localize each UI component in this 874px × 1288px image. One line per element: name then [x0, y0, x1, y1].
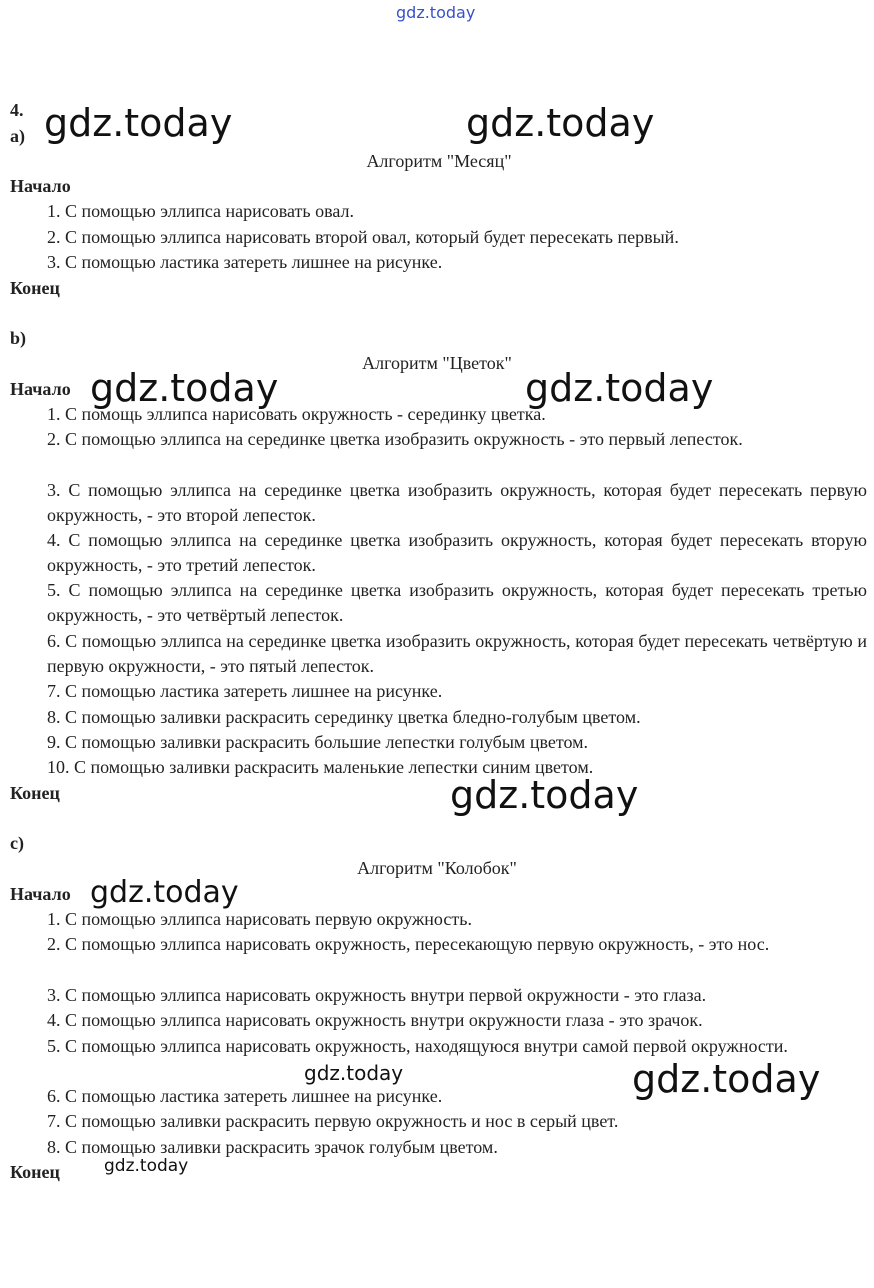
section-b-step: 3. С помощью эллипса на серединке цветка изобразить окружность, которая будет пересекать первую окружность, - это второй лепесток.	[47, 480, 867, 525]
section-c-end: Конец	[10, 1162, 60, 1182]
section-c-step: 5. С помощью эллипса нарисовать окружность, находящуюся внутри самой первой окружности.	[47, 1036, 788, 1056]
section-b-step: 4. С помощью эллипса на серединке цветка изобразить окружность, которая будет пересекать вторую окружность, - это третий лепесток.	[47, 530, 867, 575]
section-b-step: 6. С помощью эллипса на серединке цветка изобразить окружность, которая будет пересекать четвёртую и первую окружности, - это пятый лепесток.	[47, 631, 867, 676]
section-b-step: 8. С помощью заливки раскрасить серединку цветка бледно-голубым цветом.	[47, 707, 641, 727]
section-b-title: Алгоритм "Цветок"	[362, 353, 512, 373]
section-b-step: 1. С помощь эллипса нарисовать окружность - серединку цветка.	[47, 404, 546, 424]
section-c-step: 7. С помощью заливки раскрасить первую окружность и нос в серый цвет.	[47, 1111, 619, 1131]
section-a-step: 2. С помощью эллипса нарисовать второй овал, который будет пересекать первый.	[47, 227, 679, 247]
section-c-step: 3. С помощью эллипса нарисовать окружность внутри первой окружности - это глаза.	[47, 985, 707, 1005]
section-a-letter: a)	[10, 126, 25, 146]
header-watermark: gdz.today	[396, 3, 476, 22]
section-c-step: 8. С помощью заливки раскрасить зрачок голубым цветом.	[47, 1137, 498, 1157]
section-c-letter: c)	[10, 833, 24, 853]
section-b-step: 2. С помощью эллипса на серединке цветка изобразить окружность - это первый лепесток.	[47, 429, 743, 449]
section-b-end: Конец	[10, 783, 60, 803]
watermark: gdz.today	[304, 1061, 404, 1085]
section-a-start: Начало	[10, 176, 71, 196]
watermark: gdz.today	[104, 1156, 189, 1176]
section-b-letter: b)	[10, 328, 27, 348]
section-c-step: 1. С помощью эллипса нарисовать первую окружность.	[47, 909, 472, 929]
watermark: gdz.today	[90, 366, 279, 410]
watermark: gdz.today	[450, 773, 639, 817]
section-a-step: 1. С помощью эллипса нарисовать овал.	[47, 201, 355, 221]
section-a-end: Конец	[10, 278, 60, 298]
watermark: gdz.today	[632, 1057, 821, 1101]
watermark: gdz.today	[466, 101, 655, 145]
section-c-step: 6. С помощью ластика затереть лишнее на рисунке.	[47, 1086, 443, 1106]
section-c-step: 2. С помощью эллипса нарисовать окружность, пересекающую первую окружность, - это нос.	[47, 934, 770, 954]
section-b-step: 9. С помощью заливки раскрасить большие лепестки голубым цветом.	[47, 732, 589, 752]
section-a-step: 3. С помощью ластика затереть лишнее на рисунке.	[47, 252, 443, 272]
section-c-step: 4. С помощью эллипса нарисовать окружность внутри окружности глаза - это зрачок.	[47, 1010, 703, 1030]
section-b-step: 7. С помощью ластика затереть лишнее на рисунке.	[47, 681, 443, 701]
watermark: gdz.today	[90, 875, 239, 910]
section-b-step: 5. С помощью эллипса на серединке цветка изобразить окружность, которая будет пересекать третью окружность, - это четвёртый лепесток.	[47, 580, 867, 625]
task-number: 4.	[10, 100, 24, 120]
watermark: gdz.today	[525, 366, 714, 410]
section-c-start: Начало	[10, 884, 71, 904]
section-b-step: 10. С помощью заливки раскрасить маленькие лепестки синим цветом.	[47, 757, 594, 777]
section-a-title: Алгоритм "Месяц"	[366, 151, 512, 171]
section-c-title: Алгоритм "Колобок"	[357, 858, 517, 878]
section-b-start: Начало	[10, 379, 71, 399]
watermark: gdz.today	[44, 101, 233, 145]
